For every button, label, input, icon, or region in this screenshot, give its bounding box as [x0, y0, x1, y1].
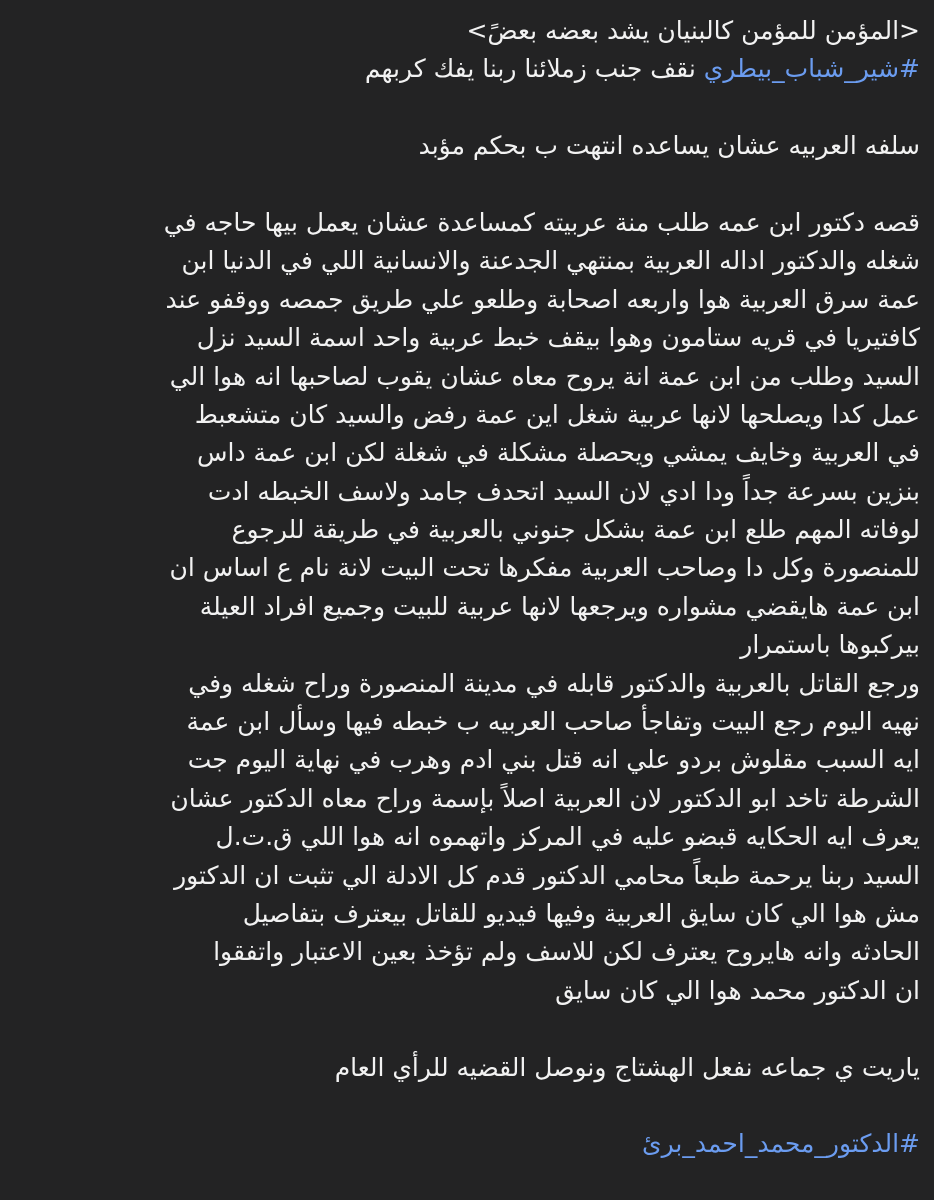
blank-line — [14, 1087, 920, 1125]
story-line: الشرطة تاخد ابو الدكتور لان العربية اصلاً بإسمة وراح معاه الدكتور عشان — [170, 783, 920, 813]
intro-line-text: نقف جنب زملائنا ربنا يفك كربهم — [364, 54, 704, 84]
story-line: ايه السبب مقلوش بردو علي انه قتل بني ادم وهرب في نهاية اليوم جت — [187, 745, 920, 775]
call-to-action: ياريت ي جماعه نفعل الهشتاج ونوصل القضيه للرأي العام — [334, 1052, 920, 1082]
hashtag-link-doctor-mohamed[interactable]: #الدكتور_محمد_احمد_برئ — [642, 1129, 920, 1159]
blank-line — [14, 1010, 920, 1048]
story-line: لوفاته المهم طلع ابن عمة بشكل جنوني بالعربية في طريقة للرجوع — [231, 515, 920, 545]
story-line: ورجع القاتل بالعربية والدكتور قابله في مدينة المنصورة وراح شغله وفي — [188, 668, 920, 698]
story-line: السيد وطلب من ابن عمة انة يروح معاه عشان يقوب لصاحبها انه هوا الي — [169, 361, 920, 391]
intro-line — [14, 50, 920, 88]
quote-line: <المؤمن للمؤمن كالبنيان يشد بعضه بعضً> — [466, 16, 920, 45]
story-line: ابن عمة هايقضي مشواره ويرجعها لانها عربية للبيت وجميع افراد العيلة — [199, 591, 920, 621]
story-line: للمنصورة وكل دا وصاحب العربية مفكرها تحت البيت لانة نام ع اساس ان — [169, 553, 920, 583]
story-line: نهيه اليوم رجع البيت وتفاجأ صاحب العربيه ب خبطه فيها وسأل ابن عمة — [186, 707, 920, 737]
story-line: السيد ربنا يرحمة طبعاً محامي الدكتور قدم كل الادلة الي تثبت ان الدكتور — [174, 860, 920, 890]
story-line: مش هوا الي كان سايق العربية وفيها فيديو للقاتل بيعترف بتفاصيل — [242, 898, 920, 928]
story-line: في العربية وخايف يمشي ويحصلة مشكلة في شغلة لكن ابن عمة داس — [197, 438, 920, 468]
story-line: الحادثه وانه هايروح يعترف لكن للاسف ولم تؤخذ بعين الاعتبار واتفقوا — [213, 937, 920, 967]
blank-line — [14, 89, 920, 127]
headline: سلفه العربيه عشان يساعده انتهت ب بحكم مؤبد — [418, 131, 920, 161]
story-line: عمة سرق العربية هوا واربعه اصحابة وطلعو علي طريق جمصه ووقفو عند — [165, 284, 920, 314]
story-paragraph — [14, 204, 920, 1010]
story-line: كافتيريا في قريه ستامون وهوا بيقف خبط عربية واحد اسمة السيد نزل — [196, 323, 920, 353]
closing-hashtag-line — [14, 1125, 920, 1163]
story-line: يعرف ايه الحكايه قبضو عليه في المركز واتهموه انه هوا اللي ق.ت.ل — [215, 822, 920, 852]
story-line: عمل كدا ويصلحها لانها عربية شغل اين عمة رفض والسيد كان متشعبط — [194, 399, 920, 429]
story-line: قصه دكتور ابن عمه طلب منة عربيته كمساعدة عشان يعمل بيها حاجه في — [163, 207, 920, 237]
story-line: بيركبوها باستمرار — [740, 630, 920, 660]
hashtag-link-shabab-bitary[interactable]: #شير_شباب_بيطري — [703, 54, 920, 84]
story-line: شغله والدكتور اداله العربية بمنتهي الجدعنة والانسانية اللي في الدنيا ابن — [181, 246, 920, 276]
blank-line — [14, 166, 920, 204]
story-line: ان الدكتور محمد هوا الي كان سايق — [555, 975, 920, 1005]
story-line: بنزين بسرعة جداً ودا ادي لان السيد اتحدف جامد ولاسف الخبطه ادت — [207, 476, 920, 506]
